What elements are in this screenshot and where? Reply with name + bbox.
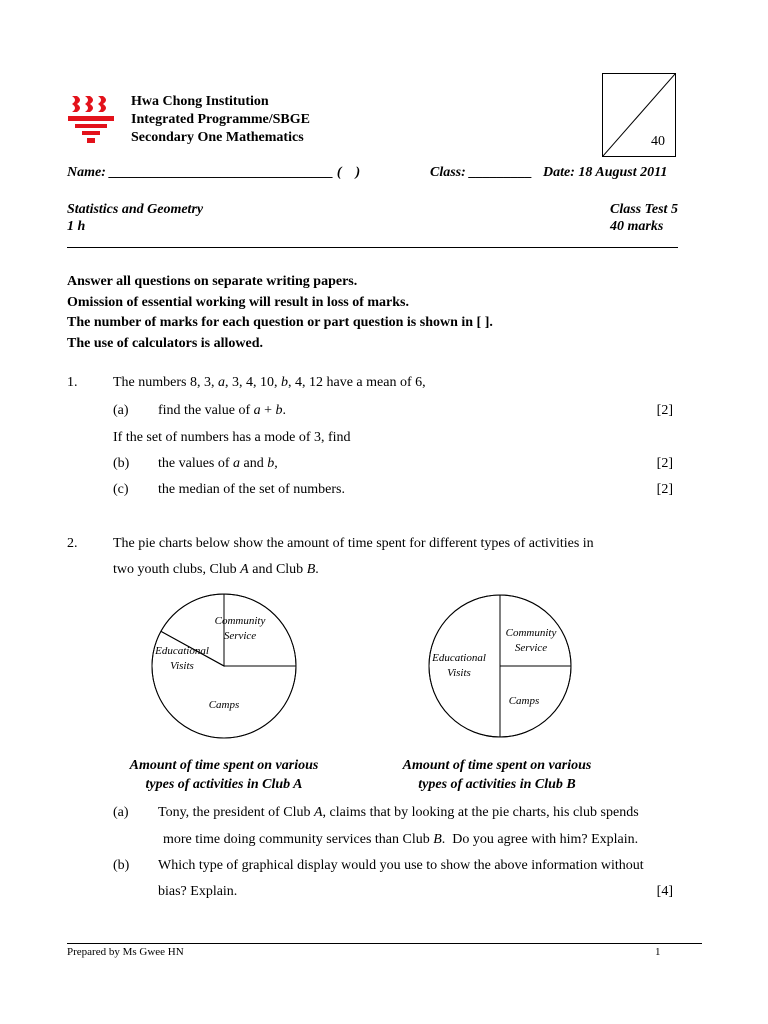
prepared-by: Prepared by Ms Gwee HN: [67, 946, 184, 958]
school-logo: [66, 94, 116, 146]
pie-label-community-service: Community Service: [505, 627, 557, 654]
caption-club-b: [377, 756, 617, 794]
caption-club-a: [104, 756, 344, 794]
caption-club-b-line2: types of activities in Club B: [418, 777, 576, 792]
duration: 1 h: [67, 219, 86, 234]
question-1-number: 1.: [67, 375, 78, 390]
caption-club-a-line2: types of activities in Club A: [145, 777, 303, 792]
question-2b-line2: bias? Explain.: [158, 884, 238, 899]
question-1b-label: (b): [113, 456, 130, 471]
pie-chart-club-a: [140, 588, 320, 748]
caption-club-a-line1: Amount of time spent on various: [129, 758, 319, 773]
test-date: Date: 18 August 2011: [543, 165, 668, 180]
instruction-line: Omission of essential working will result in loss of marks.: [67, 294, 409, 310]
pie-label-community-service: Community Service: [214, 615, 266, 642]
class-field: Class: _________: [430, 165, 533, 180]
pie-label-camps: Camps: [208, 699, 240, 711]
question-1-condition: If the set of numbers has a mode of 3, find: [113, 430, 351, 445]
name-field: Name: ________________________________ ( ): [67, 165, 361, 180]
score-box: [602, 73, 676, 157]
pie-label-educational-visits: Educational Visits: [155, 645, 209, 672]
test-name: Class Test 5: [610, 202, 678, 217]
question-1c-text: the median of the set of numbers.: [158, 482, 346, 497]
question-1b-mark: [2]: [656, 456, 673, 471]
question-1b-text: the values of a and b,: [158, 456, 278, 471]
question-1a-label: (a): [113, 403, 129, 418]
pie-label-camps: Camps: [508, 695, 540, 707]
school-name: Hwa Chong Institution: [131, 94, 269, 109]
question-2b-label: (b): [113, 858, 130, 873]
question-1a-text: find the value of a + b.: [158, 403, 287, 418]
instruction-line: The use of calculators is allowed.: [67, 335, 263, 351]
total-marks: 40: [651, 134, 665, 149]
footer-divider: [67, 943, 702, 944]
school-header: [131, 93, 310, 147]
programme-name: Integrated Programme/SBGE: [131, 112, 310, 127]
caption-club-b-line1: Amount of time spent on various: [402, 758, 592, 773]
course-name: Secondary One Mathematics: [131, 130, 304, 145]
pie-slice-educational-visits: [429, 595, 500, 737]
question-2-stem-line1: The pie charts below show the amount of time spent for different types of activities in: [113, 536, 594, 551]
pie-chart-club-b: [414, 588, 594, 748]
instruction-line: Answer all questions on separate writing papers.: [67, 274, 358, 289]
question-2a-label: (a): [113, 805, 129, 820]
subject-title: Statistics and Geometry: [67, 202, 204, 217]
question-1a-mark: [2]: [656, 403, 673, 418]
question-2b-line1: Which type of graphical display would you use to show the above information without: [158, 858, 644, 873]
question-2-stem-line2: two youth clubs, Club A and Club B.: [113, 562, 319, 577]
divider: [67, 247, 678, 248]
marks-total: 40 marks: [610, 219, 664, 234]
pie-label-educational-visits: Educational Visits: [432, 652, 486, 679]
question-1c-mark: [2]: [656, 482, 673, 497]
instruction-line: The number of marks for each question or part question is shown in [ ].: [67, 315, 493, 330]
question-2a-line2: more time doing community services than Club B. Do you agree with him? Explain.: [163, 832, 639, 847]
question-2-number: 2.: [67, 536, 78, 551]
question-2b-mark: [4]: [656, 884, 673, 899]
instructions: [67, 272, 493, 354]
question-1c-label: (c): [113, 482, 129, 497]
question-2a-line1: Tony, the president of Club A, claims that by looking at the pie charts, his club spends: [158, 805, 639, 820]
page-number: 1: [655, 946, 661, 958]
question-1-stem: The numbers 8, 3, a, 3, 4, 10, b, 4, 12 have a mean of 6,: [113, 375, 426, 390]
